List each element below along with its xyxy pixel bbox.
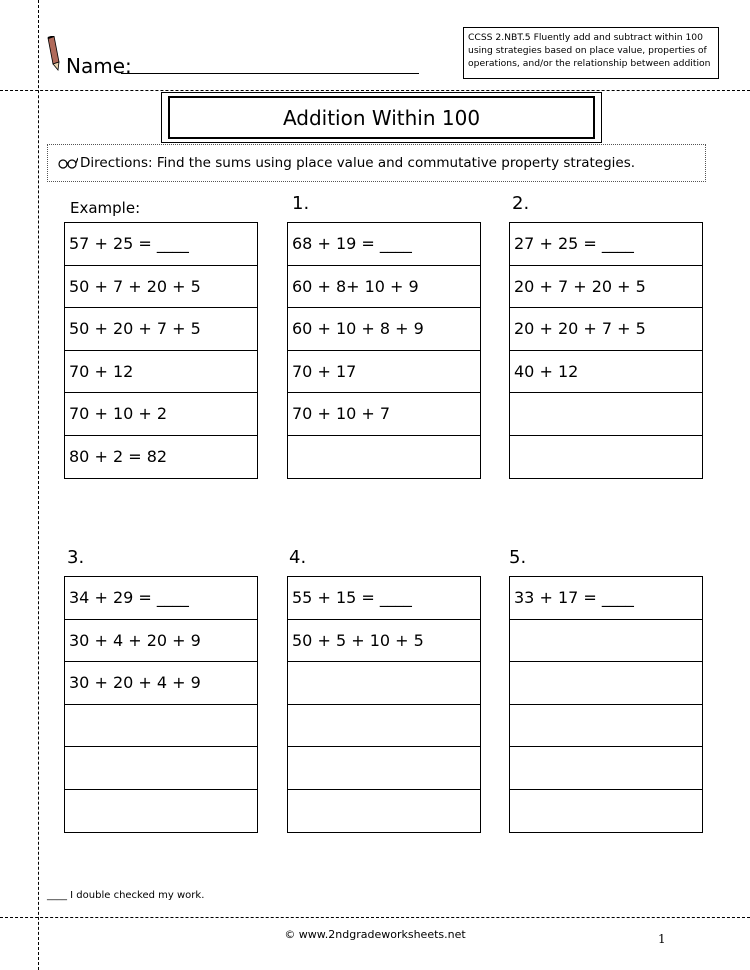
problem-box-4: [287, 576, 481, 833]
problem-row: 40 + 12: [510, 351, 702, 394]
problem-row: [288, 790, 480, 833]
pencil-icon: [44, 36, 62, 76]
problem-row: [510, 790, 702, 833]
page-title: Addition Within 100: [168, 96, 595, 139]
header-divider: [0, 90, 750, 91]
problem-row: 27 + 25 = ____: [510, 223, 702, 266]
problem-row: [288, 705, 480, 748]
problem-row: 57 + 25 = ____: [65, 223, 257, 266]
problem-box-1: [287, 222, 481, 479]
problem-row: 20 + 7 + 20 + 5: [510, 266, 702, 309]
problem-row: 70 + 12: [65, 351, 257, 394]
footer-divider: [0, 917, 750, 918]
problem-row: [510, 436, 702, 479]
problem-row: 33 + 17 = ____: [510, 577, 702, 620]
problem-row: 30 + 20 + 4 + 9: [65, 662, 257, 705]
problem-row: 70 + 10 + 7: [288, 393, 480, 436]
problem-row: 68 + 19 = ____: [288, 223, 480, 266]
problem-2-label: 2.: [512, 193, 530, 214]
problem-3-label: 3.: [67, 547, 85, 568]
problem-row: 60 + 10 + 8 + 9: [288, 308, 480, 351]
problem-row: [65, 705, 257, 748]
self-check-text: ____ I double checked my work.: [47, 890, 205, 901]
glasses-icon: [58, 157, 78, 169]
margin-line: [38, 0, 39, 970]
problem-1-label: 1.: [292, 193, 310, 214]
problem-row: [510, 705, 702, 748]
problem-row: 60 + 8+ 10 + 9: [288, 266, 480, 309]
problem-row: 80 + 2 = 82: [69, 447, 168, 467]
problem-row: 50 + 7 + 20 + 5: [65, 266, 257, 309]
problem-row: 70 + 10 + 2: [65, 393, 257, 436]
problem-box-example: [64, 222, 258, 479]
problem-5-label: 5.: [509, 547, 527, 568]
problem-box-2: [509, 222, 703, 479]
problem-row: 30 + 4 + 20 + 9: [65, 620, 257, 663]
problem-row: 50 + 20 + 7 + 5: [65, 308, 257, 351]
problem-row: [288, 662, 480, 705]
problem-box-5: [509, 576, 703, 833]
footer-copyright: © www.2ndgradeworksheets.net: [284, 928, 466, 941]
directions-text: Directions: Find the sums using place value and commutative property strategies.: [80, 155, 636, 171]
problem-box-3: [64, 576, 258, 833]
problem-row: [288, 436, 480, 479]
problem-row: [510, 662, 702, 705]
problem-row: [510, 393, 702, 436]
problem-row: [510, 747, 702, 790]
problem-row: [510, 620, 702, 663]
directions-box: [47, 144, 706, 182]
problem-row: 34 + 29 = ____: [65, 577, 257, 620]
problem-row: 20 + 20 + 7 + 5: [510, 308, 702, 351]
example-label: Example:: [70, 199, 141, 217]
problem-row: [288, 747, 480, 790]
name-label: Name:: [66, 54, 132, 78]
standards-box: CCSS 2.NBT.5 Fluently add and subtract within 100 using strategies based on place value, properties of operations, and/or the relationship between addition: [463, 27, 719, 79]
name-field-line[interactable]: [121, 73, 419, 74]
problem-4-label: 4.: [289, 547, 307, 568]
problem-row: 50 + 5 + 10 + 5: [288, 620, 480, 663]
problem-row: 70 + 17: [288, 351, 480, 394]
problem-row: [65, 790, 257, 833]
problem-row: [65, 747, 257, 790]
page-number: 1: [658, 932, 666, 946]
problem-row: 55 + 15 = ____: [288, 577, 480, 620]
